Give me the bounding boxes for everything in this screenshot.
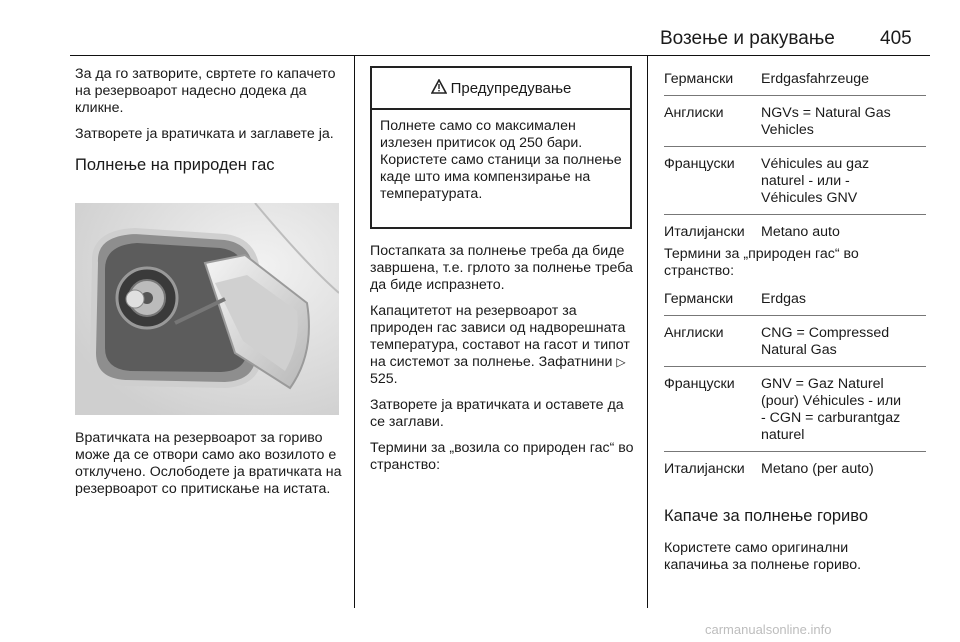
- section-heading-cng: Полнење на природен гас: [75, 156, 275, 174]
- fuel-door-photo: [75, 203, 339, 415]
- watermark: carmanualsonline.info: [705, 622, 832, 637]
- middle-column: [370, 243, 635, 483]
- warning-header: [372, 68, 630, 110]
- table-row: [664, 96, 926, 147]
- table-row: [664, 282, 926, 316]
- term-language: Англиски: [664, 105, 724, 121]
- warning-text: Полнете само со максимален излезен притисок од 250 бари. Користете само станици за полнење каде што има компензирање на температурата.: [380, 118, 622, 202]
- term-language: Германски: [664, 71, 734, 87]
- left-column: [75, 66, 343, 185]
- table-row: [664, 452, 926, 485]
- term-value: Metano auto: [761, 224, 840, 240]
- gas-terms-intro: Термини за „природен гас“ во странство:: [664, 246, 859, 279]
- term-language: Германски: [664, 291, 734, 307]
- term-language: Француски: [664, 156, 735, 172]
- column-divider-left: [354, 56, 355, 608]
- warning-triangle-icon: [431, 79, 447, 98]
- term-value: Metano (per auto): [761, 461, 874, 477]
- terms-table-vehicles: [664, 62, 926, 248]
- warning-box: [370, 66, 632, 229]
- paragraph-close-cap: За да го затворите, свртете го капачето на резервоарот надесно додека да кликне.: [75, 66, 336, 116]
- paragraph-vehicle-terms: Термини за „возила со природен гас“ во странство:: [370, 440, 634, 473]
- paragraph-fill-complete: Постапката за полнење треба да биде завршена, т.е. грлото за полнење треба да биде испразнето.: [370, 243, 633, 293]
- paragraph-close-door: Затворете ја вратичката и заглавете ја.: [75, 126, 334, 142]
- page-reference-link[interactable]: 525.: [370, 371, 398, 387]
- paragraph-tank-capacity: [370, 303, 635, 388]
- paragraph-release-door: Вратичката на резервоарот за гориво може да се отвори само ако возилото е отклучено. Ослободете ја вратичката на резервоарот со притискање на истата.: [75, 430, 342, 497]
- column-divider-right: [647, 56, 648, 608]
- paragraph-close-latch: Затворете ја вратичката и оставете да се заглави.: [370, 397, 624, 430]
- term-value: CNG = Compressed Natural Gas: [761, 325, 890, 358]
- terms-table-gas: [664, 282, 926, 485]
- term-value: GNV = Gaz Naturel (pour) Véhicules - или - CGN = carburantgaz naturel: [761, 376, 902, 443]
- section-heading-fuel-cap: Капаче за полнење гориво: [664, 507, 869, 525]
- page-number: 405: [880, 28, 912, 49]
- arrow-reference-icon[interactable]: ▷: [616, 355, 626, 369]
- table-row: [664, 316, 926, 367]
- term-value: Erdgas: [761, 291, 806, 307]
- term-language: Италијански: [664, 461, 745, 477]
- term-value: NGVs = Natural Gas Vehicles: [761, 105, 891, 138]
- left-column-bottom: [75, 430, 345, 507]
- capacity-text: Капацитетот на резервоарот за природен гас зависи од надворешната температура, составот на гасот и типот на системот за полнење. Зафатнини: [370, 303, 630, 370]
- term-language: Француски: [664, 376, 735, 392]
- table-row: [664, 147, 926, 215]
- page-header-title: Возење и ракување: [660, 28, 835, 49]
- term-value: Erdgasfahrzeuge: [761, 71, 870, 87]
- table-row: [664, 215, 926, 248]
- table-row: [664, 367, 926, 452]
- paragraph-fuel-cap: Користете само оригинални капачиња за полнење гориво.: [664, 540, 862, 573]
- term-language: Италијански: [664, 224, 745, 240]
- fuel-door-illustration: [75, 203, 339, 415]
- term-value: Véhicules au gaz naturel - или - Véhicules GNV: [761, 156, 870, 206]
- term-language: Англиски: [664, 325, 724, 341]
- table-row: [664, 62, 926, 96]
- warning-title: Предупредување: [450, 79, 572, 97]
- header-rule: [70, 55, 930, 56]
